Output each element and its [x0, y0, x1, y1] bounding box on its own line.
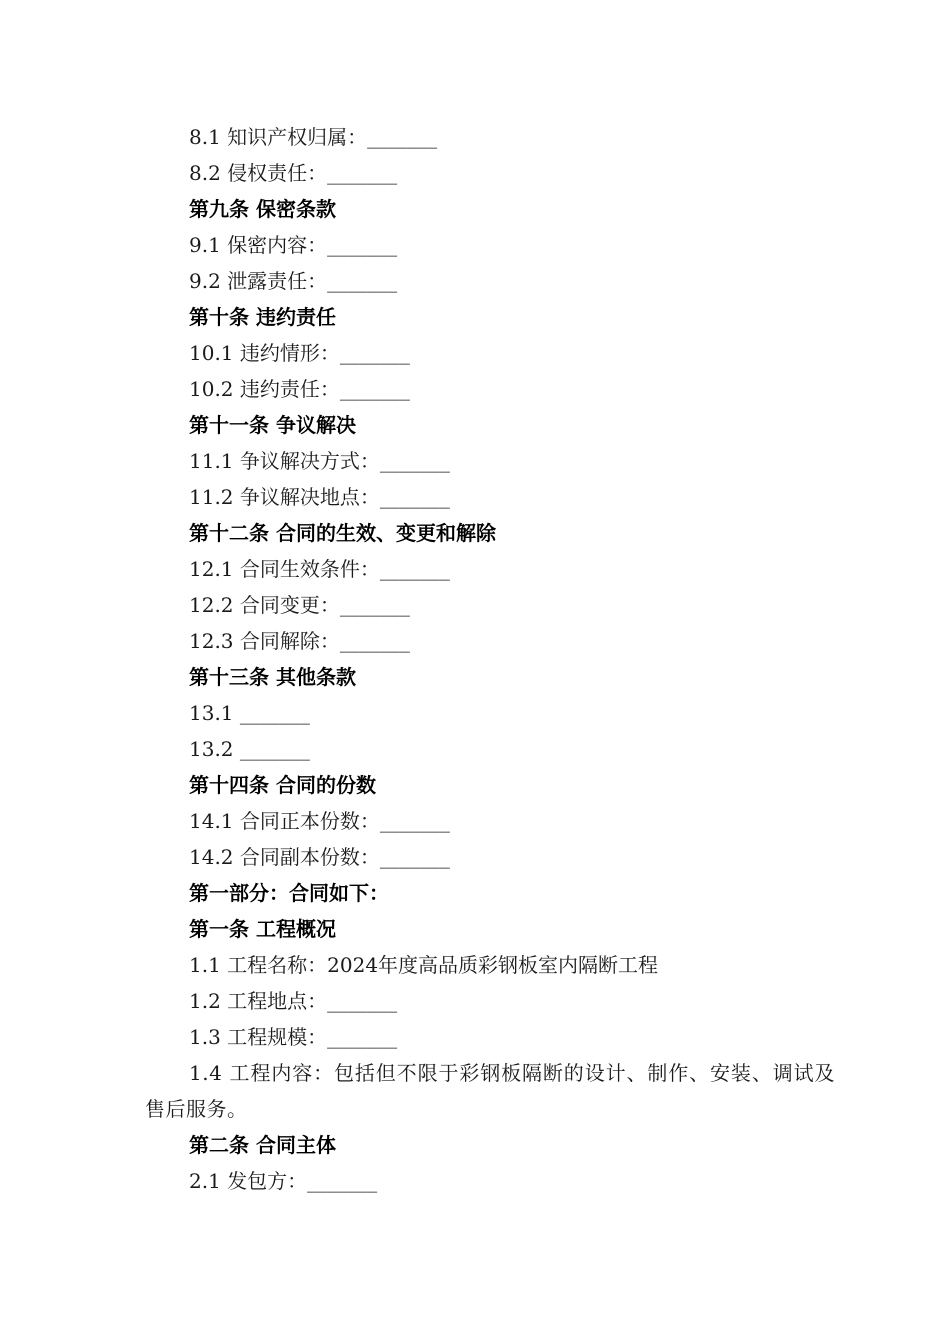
- article-12-heading: 第十二条 合同的生效、变更和解除: [189, 521, 496, 545]
- clause-1-4: 1.4 工程内容：包括但不限于彩钢板隔断的设计、制作、安装、调试及售后服务。: [145, 1061, 835, 1121]
- clause-12-2: 12.2 合同变更：_______: [189, 593, 410, 617]
- clause-14-1: 14.1 合同正本份数：_______: [189, 809, 450, 833]
- article-9-heading: 第九条 保密条款: [189, 197, 336, 221]
- article-1-heading: 第一条 工程概况: [189, 917, 336, 941]
- clause-9-2: 9.2 泄露责任：_______: [189, 269, 398, 293]
- clause-14-2: 14.2 合同副本份数：_______: [189, 845, 450, 869]
- clause-13-1: 13.1 _______: [189, 701, 310, 725]
- article-13-heading: 第十三条 其他条款: [189, 665, 356, 689]
- clause-11-1: 11.1 争议解决方式：_______: [189, 449, 450, 473]
- clause-8-1: 8.1 知识产权归属：_______: [189, 125, 438, 149]
- article-14-heading: 第十四条 合同的份数: [189, 773, 376, 797]
- clause-12-3: 12.3 合同解除：_______: [189, 629, 410, 653]
- part-1-heading: 第一部分：合同如下：: [189, 881, 389, 905]
- clause-1-1: 1.1 工程名称：2024年度高品质彩钢板室内隔断工程: [189, 953, 659, 977]
- clause-13-2: 13.2 _______: [189, 737, 310, 761]
- clause-8-2: 8.2 侵权责任：_______: [189, 161, 398, 185]
- article-10-heading: 第十条 违约责任: [189, 305, 336, 329]
- document-body: [145, 119, 835, 1199]
- clause-11-2: 11.2 争议解决地点：_______: [189, 485, 450, 509]
- clause-12-1: 12.1 合同生效条件：_______: [189, 557, 450, 581]
- article-2-heading: 第二条 合同主体: [189, 1133, 336, 1157]
- clause-1-3: 1.3 工程规模：_______: [189, 1025, 398, 1049]
- article-11-heading: 第十一条 争议解决: [189, 413, 356, 437]
- clause-10-2: 10.2 违约责任：_______: [189, 377, 410, 401]
- clause-1-2: 1.2 工程地点：_______: [189, 989, 398, 1013]
- clause-10-1: 10.1 违约情形：_______: [189, 341, 410, 365]
- clause-9-1: 9.1 保密内容：_______: [189, 233, 398, 257]
- clause-2-1: 2.1 发包方：_______: [189, 1169, 378, 1193]
